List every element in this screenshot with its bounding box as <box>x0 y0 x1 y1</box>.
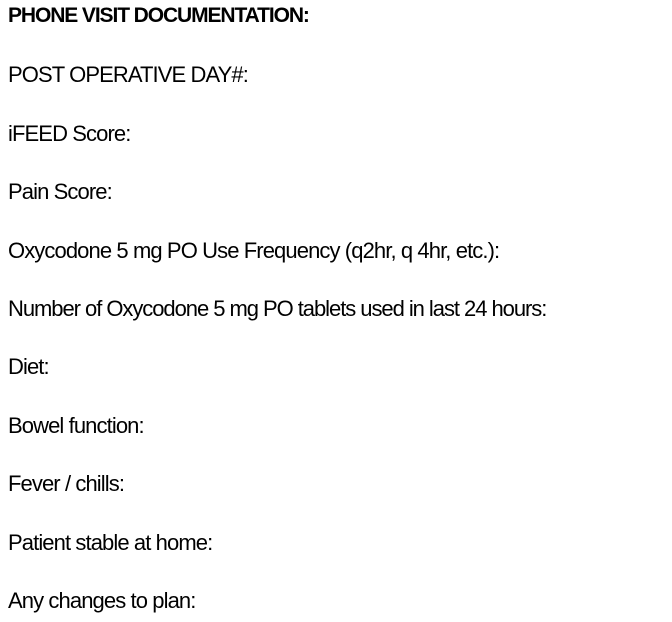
field-pain-score: Pain Score: <box>8 179 112 204</box>
field-patient-stable: Patient stable at home: <box>8 530 213 555</box>
field-bowel-function: Bowel function: <box>8 413 144 438</box>
field-fever-chills: Fever / chills: <box>8 471 125 496</box>
field-changes-to-plan: Any changes to plan: <box>8 588 196 613</box>
field-post-operative-day: POST OPERATIVE DAY#: <box>8 62 248 87</box>
form-title: PHONE VISIT DOCUMENTATION: <box>8 4 309 27</box>
field-ifeed-score: iFEED Score: <box>8 121 131 146</box>
field-diet: Diet: <box>8 354 49 379</box>
field-oxycodone-tablets: Number of Oxycodone 5 mg PO tablets used in last 24 hours: <box>8 296 547 321</box>
field-oxycodone-frequency: Oxycodone 5 mg PO Use Frequency (q2hr, q 4hr, etc.): <box>8 238 500 263</box>
